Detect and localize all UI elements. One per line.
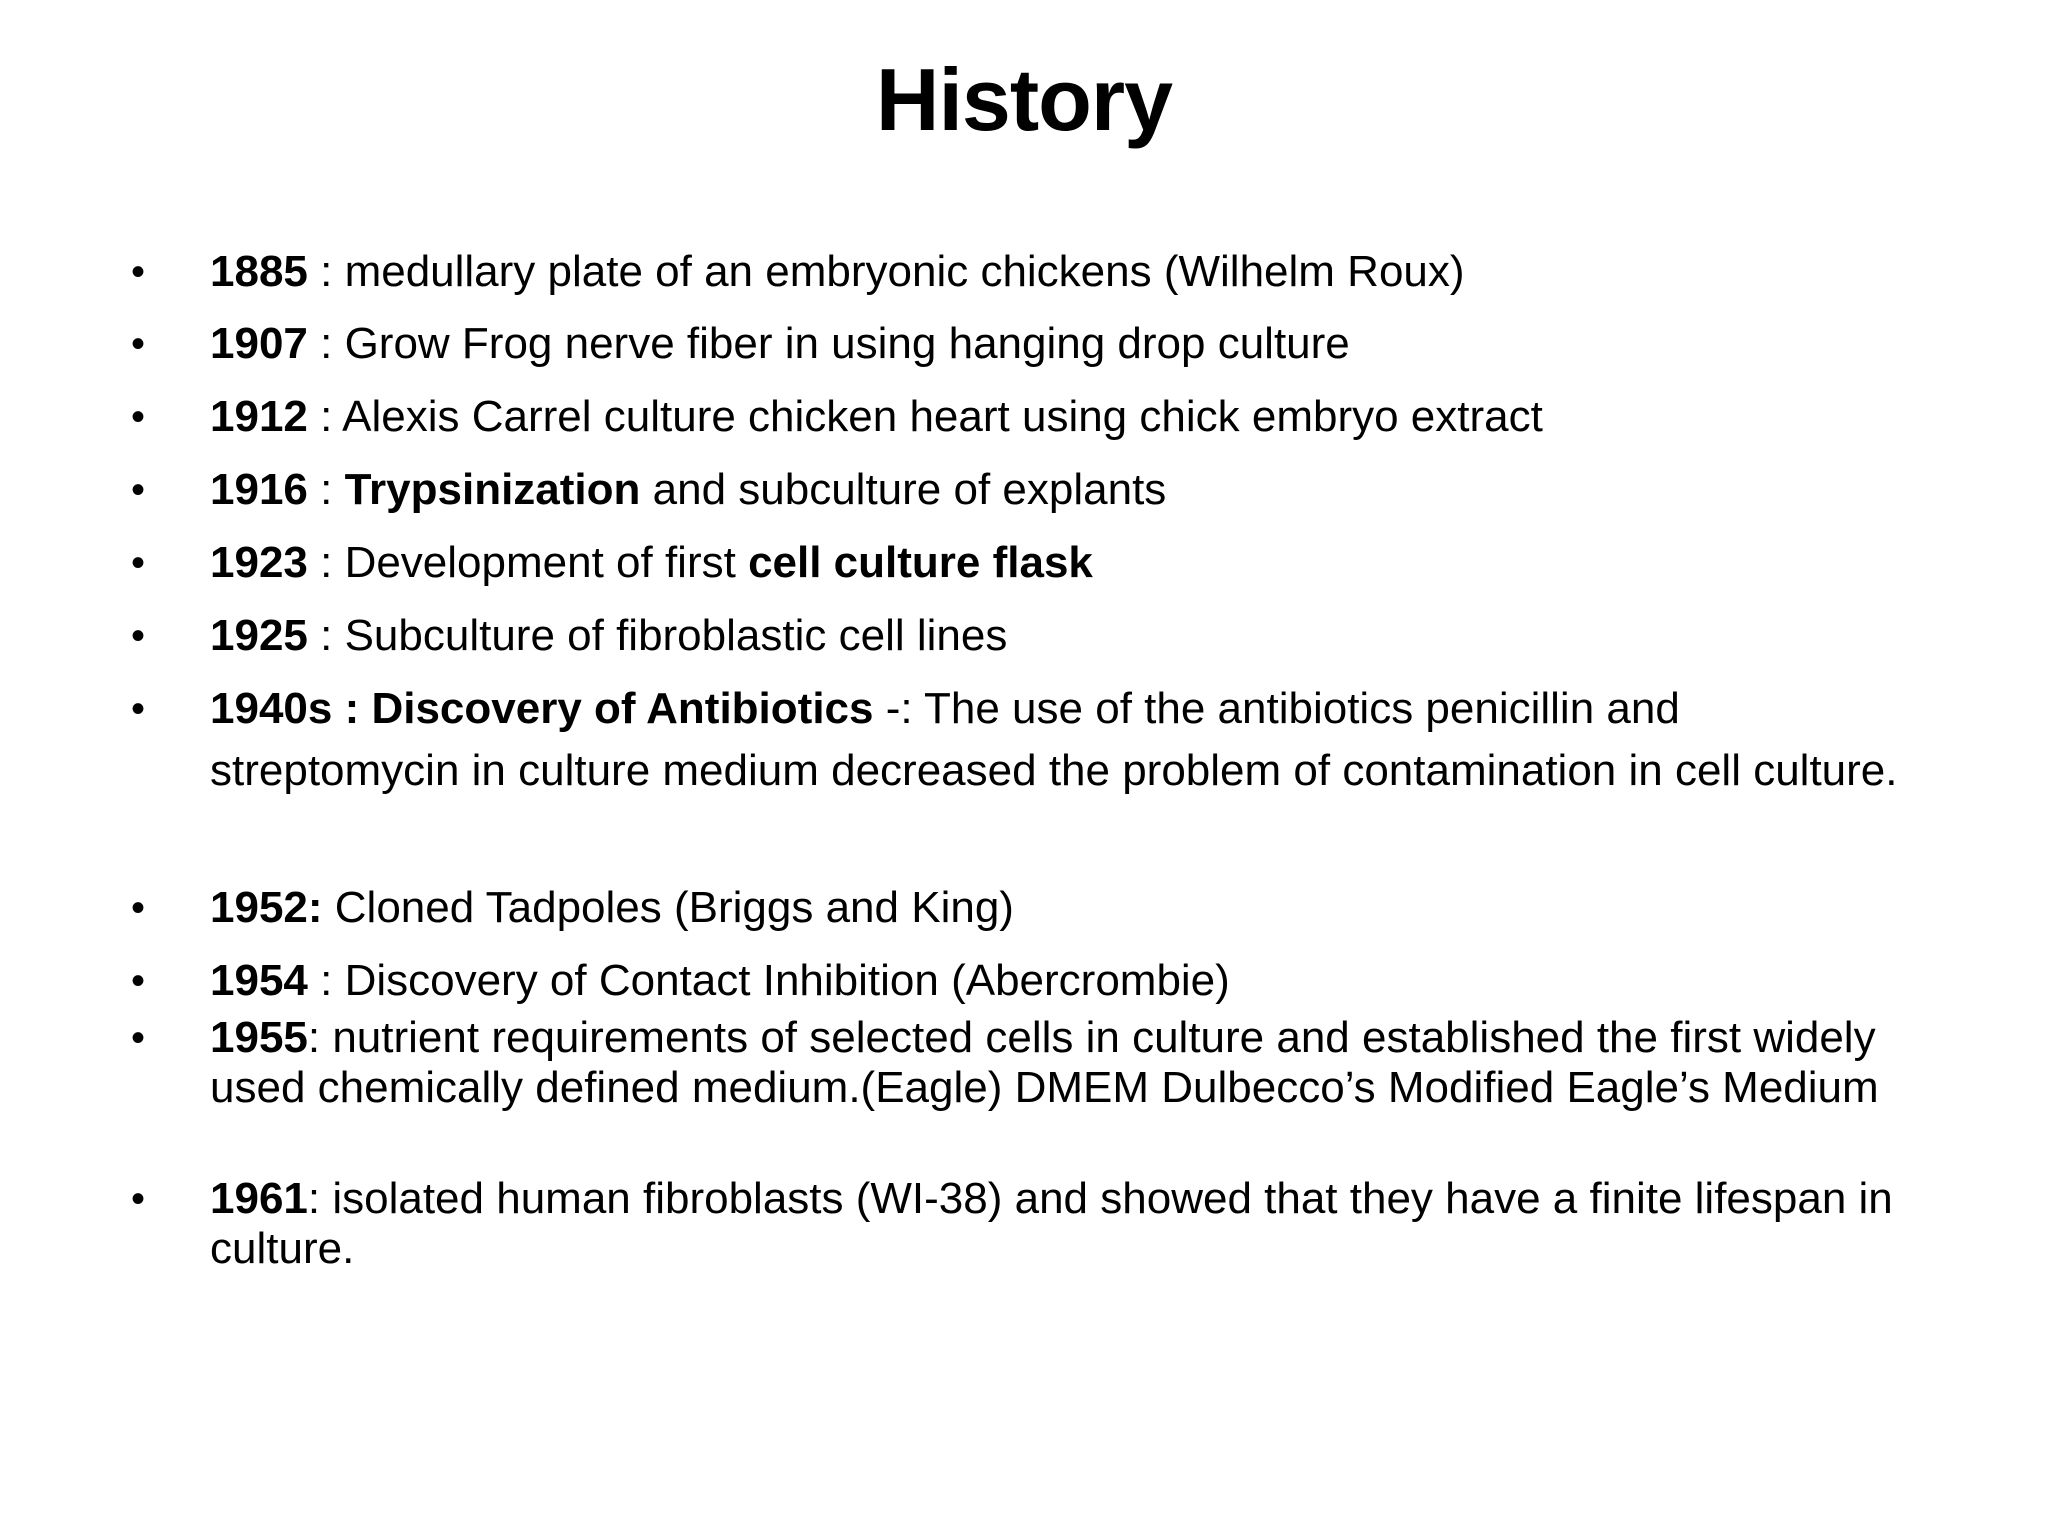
list-item-1952 xyxy=(130,877,1910,939)
bullet-icon: • xyxy=(130,250,145,294)
list-item-1912 xyxy=(130,386,1910,448)
item-keyword: Trypsinization xyxy=(344,465,641,514)
item-year: 1961 xyxy=(210,1174,308,1223)
list-item-1916 xyxy=(130,459,1910,521)
list-item-1925 xyxy=(130,605,1910,667)
bullet-icon: • xyxy=(130,322,145,366)
item-text: : Development of first xyxy=(307,538,749,587)
list-item-1907 xyxy=(130,313,1910,375)
item-text: : xyxy=(307,465,345,514)
item-year: 1907 xyxy=(210,319,308,368)
item-text: : Subculture of fibroblastic cell lines xyxy=(307,611,1008,660)
bullet-icon: • xyxy=(130,687,145,731)
item-text: : Discovery of Contact Inhibition (Abercrombie) xyxy=(307,956,1230,1005)
item-text: : Alexis Carrel culture chicken heart using chick embryo extract xyxy=(307,392,1543,441)
item-year: 1912 xyxy=(210,392,308,441)
list-item-1955 xyxy=(130,1013,1910,1113)
item-text: : nutrient requirements of selected cells in culture and established the first widely used chemically defined medium.(Eagle) DMEM Dulbecco’s Modified Eagle’s Medium xyxy=(210,1013,1879,1112)
item-text: : isolated human fibroblasts (WI-38) and showed that they have a finite lifespan in culture. xyxy=(210,1174,1893,1273)
item-year: 1952: xyxy=(210,883,323,932)
item-text: Cloned Tadpoles (Briggs and King) xyxy=(322,883,1014,932)
item-keyword: cell culture flask xyxy=(748,538,1093,587)
item-year: 1916 xyxy=(210,465,308,514)
bullet-icon: • xyxy=(130,541,145,585)
item-text: and subculture of explants xyxy=(640,465,1167,514)
list-item-1923 xyxy=(130,532,1910,594)
list-item-1954 xyxy=(130,950,1910,1012)
bullet-icon: • xyxy=(130,959,145,1003)
item-text: -: The use of the antibiotics penicillin and streptomycin in culture medium decreased the problem of contamination in cell culture. xyxy=(210,684,1898,795)
item-text: : medullary plate of an embryonic chickens (Wilhelm Roux) xyxy=(307,247,1465,296)
bullet-icon: • xyxy=(130,468,145,512)
bullet-icon: • xyxy=(130,1016,145,1060)
list-item-1885 xyxy=(130,241,1910,303)
item-text: : Grow Frog nerve fiber in using hanging drop culture xyxy=(307,319,1350,368)
bullet-icon: • xyxy=(130,395,145,439)
item-year: 1925 xyxy=(210,611,308,660)
bullet-icon: • xyxy=(130,886,145,930)
item-year: 1954 xyxy=(210,956,308,1005)
list-item-1940s xyxy=(130,678,1930,802)
list-item-1961 xyxy=(130,1174,1910,1274)
item-year: 1940s : Discovery of Antibiotics xyxy=(210,684,874,733)
item-year: 1955 xyxy=(210,1013,308,1062)
item-year: 1923 xyxy=(210,538,308,587)
bullet-icon: • xyxy=(130,1177,145,1221)
page-title: History xyxy=(875,50,1173,149)
bullet-icon: • xyxy=(130,614,145,658)
item-year: 1885 xyxy=(210,247,308,296)
